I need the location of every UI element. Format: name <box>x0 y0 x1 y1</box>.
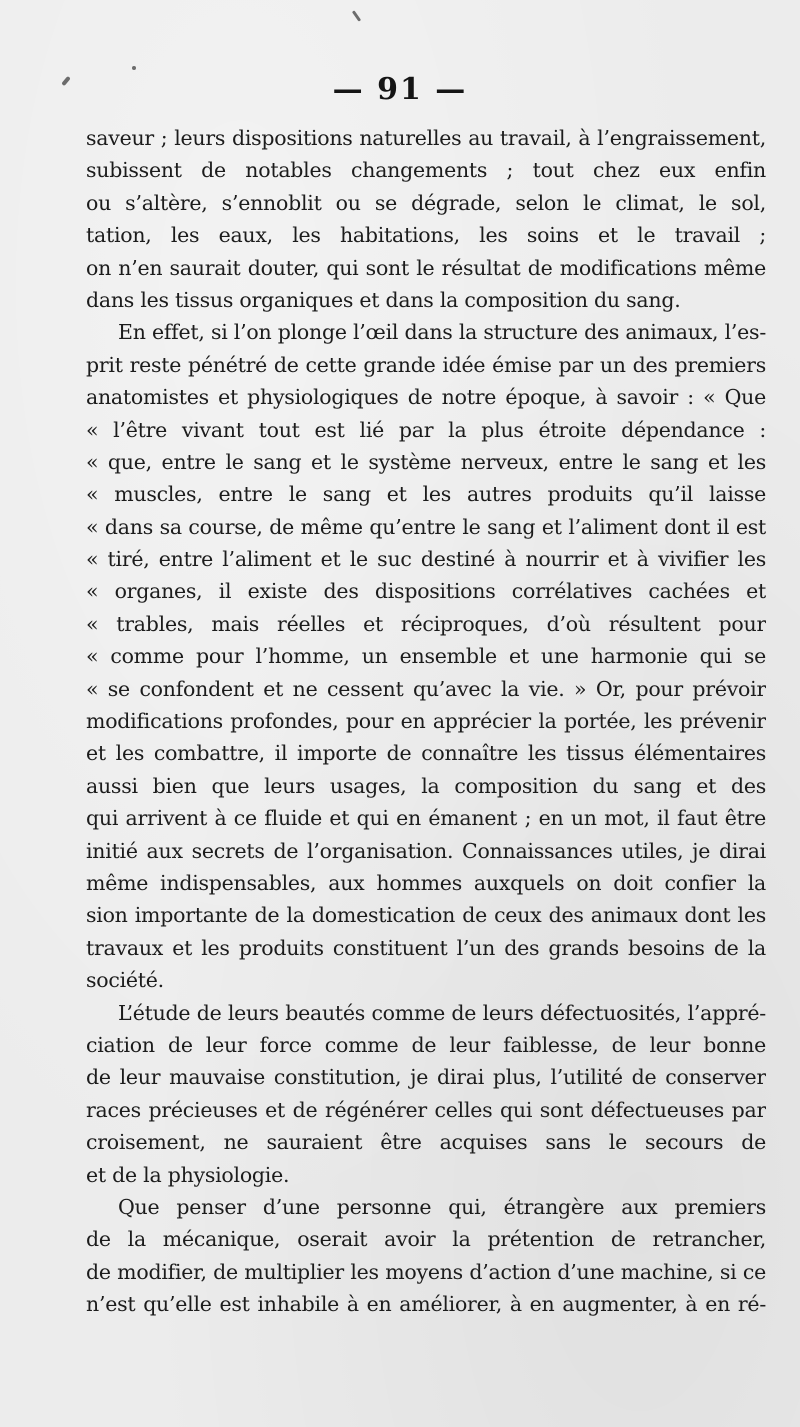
text-line: anatomistes et physiologiques de notre époque, à savoir : « Que <box>86 385 766 410</box>
text-line: « organes, il existe des dispositions corrélatives cachées et <box>86 579 766 604</box>
text-line: « tiré, entre l’aliment et le suc destiné à nourrir et à vivifier les <box>86 547 766 572</box>
text-line: « comme pour l’homme, un ensemble et une harmonie qui se <box>86 644 766 669</box>
text-line: aussi bien que leurs usages, la composition du sang et des <box>86 773 766 798</box>
text-line: on n’en saurait douter, qui sont le résultat de modifications même <box>86 255 766 280</box>
text-line: « l’être vivant tout est lié par la plus étroite dépendance : <box>86 417 766 442</box>
text-line: de modifier, de multiplier les moyens d’action d’une machine, si ce <box>86 1259 766 1284</box>
ink-speck <box>352 10 361 22</box>
text-line: sion importante de la domestication de ceux des animaux dont les <box>86 903 766 928</box>
text-line: tation, les eaux, les habitations, les soins et le travail ; <box>86 223 766 248</box>
text-line: ou s’altère, s’ennoblit ou se dégrade, selon le climat, le sol, <box>86 190 766 215</box>
text-line: prit reste pénétré de cette grande idée émise par un des premiers <box>86 352 766 377</box>
text-line: initié aux secrets de l’organisation. Connaissances utiles, je dirai <box>86 838 766 863</box>
text-line: L’étude de leurs beautés comme de leurs défectuosités, l’appré- <box>118 1000 766 1025</box>
ink-speck <box>132 66 136 70</box>
text-line: croisement, ne sauraient être acquises sans le secours de <box>86 1130 766 1155</box>
text-line: modifications profondes, pour en apprécier la portée, les prévenir <box>86 709 766 734</box>
text-line: de leur mauvaise constitution, je dirai plus, l’utilité de conserver <box>86 1065 766 1090</box>
text-line: et les combattre, il importe de connaître les tissus élémentaires <box>86 741 766 766</box>
text-line: « se confondent et ne cessent qu’avec la vie. » Or, pour prévoir <box>86 676 766 701</box>
text-line: subissent de notables changements ; tout chez eux enfin <box>86 158 766 183</box>
text-line: « trables, mais réelles et réciproques, d’où résultent pour <box>86 611 766 636</box>
text-line: « muscles, entre le sang et les autres produits qu’il laisse <box>86 482 766 507</box>
body-text <box>86 122 766 1320</box>
text-line: n’est qu’elle est inhabile à en améliorer, à en augmenter, à en ré- <box>86 1292 766 1317</box>
text-line: et de la physiologie. <box>86 1162 290 1187</box>
text-line: dans les tissus organiques et dans la composition du sang. <box>86 287 681 312</box>
page-number: — 91 — <box>332 72 468 107</box>
text-line: qui arrivent à ce fluide et qui en émanent ; en un mot, il faut être <box>86 806 766 831</box>
text-line: races précieuses et de régénérer celles qui sont défectueuses par <box>86 1097 766 1122</box>
text-line: même indispensables, aux hommes auxquels on doit confier la <box>86 870 766 895</box>
text-line: « dans sa course, de même qu’entre le sang et l’aliment dont il est <box>86 514 766 539</box>
text-line: « que, entre le sang et le système nerveux, entre le sang et les <box>86 449 766 474</box>
text-line: Que penser d’une personne qui, étrangère aux premiers <box>118 1194 766 1219</box>
text-line: En effet, si l’on plonge l’œil dans la structure des animaux, l’es- <box>118 320 766 345</box>
text-line: de la mécanique, oserait avoir la prétention de retrancher, <box>86 1227 766 1252</box>
text-line: saveur ; leurs dispositions naturelles au travail, à l’engraissement, <box>86 126 766 150</box>
text-line: société. <box>86 968 164 993</box>
text-line: ciation de leur force comme de leur faiblesse, de leur bonne <box>86 1032 766 1057</box>
text-line: travaux et les produits constituent l’un des grands besoins de la <box>86 935 766 960</box>
